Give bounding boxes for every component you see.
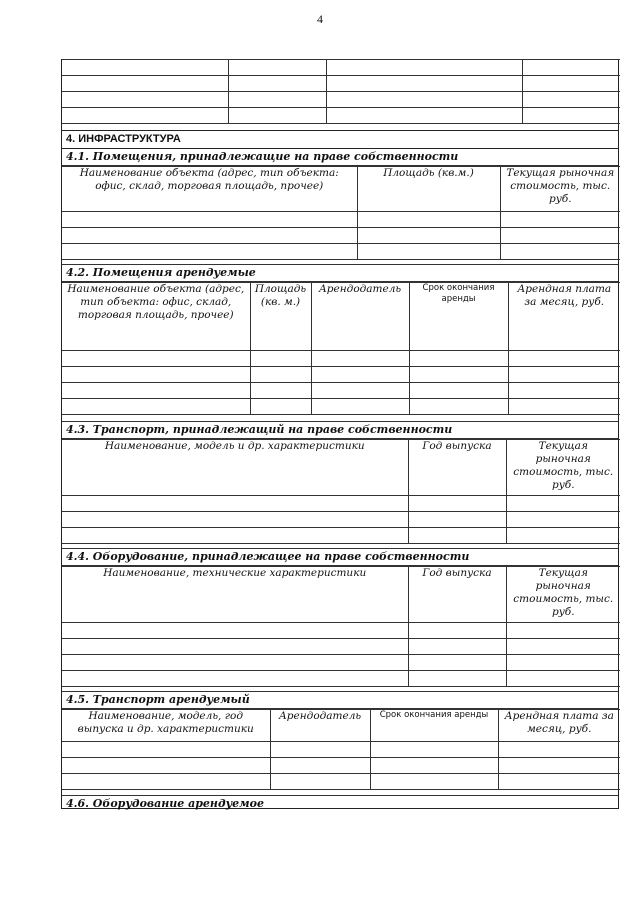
table-row — [62, 76, 620, 92]
table-row — [62, 774, 620, 790]
header-cell: Наименование объекта (адрес, тип объекта: офис, склад, торговая площадь, прочее) — [62, 167, 357, 212]
table-row — [62, 512, 620, 528]
continuation-table — [62, 59, 620, 124]
header-cell: Срок окончания аренды — [370, 710, 498, 742]
table-row — [62, 212, 620, 228]
table-row — [62, 60, 620, 76]
header-cell: Арендодатель — [270, 710, 370, 742]
table-row — [62, 92, 620, 108]
section-title: 4. ИНФРАСТРУКТУРА — [62, 130, 618, 149]
table-header-row — [62, 167, 620, 212]
table-row — [62, 623, 620, 639]
header-cell: Площадь (кв.м.) — [357, 167, 500, 212]
header-cell: Срок окончания аренды — [409, 283, 508, 351]
section-4-1-title: 4.1. Помещения, принадлежащие на праве собственности — [62, 149, 618, 166]
table-row — [62, 655, 620, 671]
table-4-2 — [62, 282, 620, 415]
header-cell: Площадь (кв. м.) — [250, 283, 311, 351]
table-4-4 — [62, 566, 620, 687]
header-cell: Текущая рыночная стоимость, тыс. руб. — [500, 167, 620, 212]
table-row — [62, 244, 620, 260]
table-row — [62, 496, 620, 512]
table-row — [62, 742, 620, 758]
header-cell: Арендодатель — [311, 283, 409, 351]
table-header-row — [62, 567, 620, 623]
section-4-4-title: 4.4. Оборудование, принадлежащее на праве собственности — [62, 549, 618, 566]
section-4-6-title: 4.6. Оборудование арендуемое — [66, 797, 264, 810]
header-cell: Наименование, технические характеристики — [62, 567, 408, 623]
table-row — [62, 639, 620, 655]
header-cell: Арендная плата за месяц, руб. — [498, 710, 620, 742]
table-row — [62, 228, 620, 244]
header-cell: Текущая рыночная стоимость, тыс. руб. — [506, 440, 620, 496]
table-4-5 — [62, 709, 620, 790]
page-number: 4 — [317, 12, 323, 26]
header-cell: Текущая рыночная стоимость, тыс. руб. — [506, 567, 620, 623]
header-cell: Год выпуска — [408, 567, 506, 623]
header-cell: Наименование, модель и др. характеристики — [62, 440, 408, 496]
table-row — [62, 367, 620, 383]
table-row — [62, 351, 620, 367]
table-header-row — [62, 710, 620, 742]
table-row — [62, 758, 620, 774]
section-4-3-title: 4.3. Транспорт, принадлежащий на праве собственности — [62, 422, 618, 439]
header-cell: Наименование, модель, год выпуска и др. характеристики — [62, 710, 270, 742]
table-row — [62, 399, 620, 415]
table-row — [62, 528, 620, 544]
table-row — [62, 383, 620, 399]
table-header-row — [62, 283, 620, 351]
table-4-3 — [62, 439, 620, 544]
table-4-1 — [62, 166, 620, 260]
header-cell: Год выпуска — [408, 440, 506, 496]
header-cell: Арендная плата за месяц, руб. — [508, 283, 620, 351]
header-cell: Наименование объекта (адрес, тип объекта: офис, склад, торговая площадь, прочее) — [62, 283, 250, 351]
table-row — [62, 108, 620, 124]
table-header-row — [62, 440, 620, 496]
section-4-5-title: 4.5. Транспорт арендуемый — [62, 692, 618, 709]
table-row — [62, 671, 620, 687]
form-frame — [61, 59, 619, 809]
section-4-2-title: 4.2. Помещения арендуемые — [62, 265, 618, 282]
